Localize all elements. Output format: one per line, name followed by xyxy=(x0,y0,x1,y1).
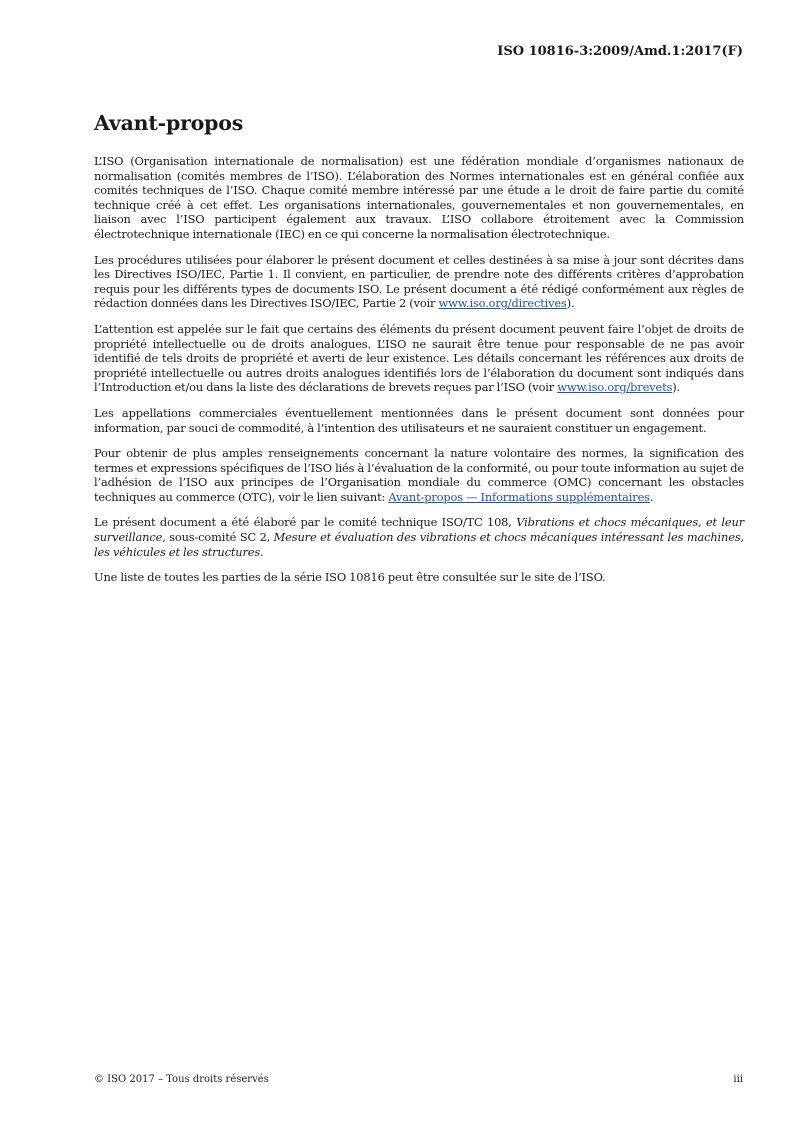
paragraph-procedures-text: Les procédures utilisées pour élaborer le présent document et celles destinées à sa mise à jour sont décrites dans les Directives ISO/IEC, Partie 1. Il convient, en particulier, de prendre note des différents critères d’approbation requis pour les différents types de documents ISO. Le présent document a été rédigé conformément aux règles de rédaction données dans les Directives ISO/IEC, Partie 2 (voir xyxy=(94,252,744,311)
paragraph-patents-text: L’attention est appelée sur le fait que certains des éléments du présent document peuvent faire l’objet de droits de propriété intellectuelle ou de droits analogues. L’ISO ne saurait être tenue pour responsable de ne pas avoir identifié de tels droits de propriété et averti de leur existence. Les détails concernant les références aux droits de propriété intellectuelle ou autres droits analogues identifiés lors de l’élaboration du document sont indiqués dans l’Introduction et/ou dans la liste des déclarations de brevets reçues par l’ISO (voir xyxy=(94,321,744,395)
paragraph-patents xyxy=(94,322,744,395)
paragraph-committee xyxy=(94,515,744,559)
subcommittee-title: Mesure et évaluation des vibrations et chocs mécaniques intéressant les machines, les véhicules et les structures xyxy=(94,530,744,559)
paragraph-series-list: Une liste de toutes les parties de la série ISO 10816 peut être consultée sur le site de l’ISO. xyxy=(94,570,606,585)
footer-copyright: © ISO 2017 – Tous droits réservés xyxy=(94,1074,269,1085)
document-identifier: ISO 10816-3:2009/Amd.1:2017(F) xyxy=(497,44,743,59)
directives-link[interactable]: www.iso.org/directives xyxy=(438,296,567,311)
paragraph-procedures xyxy=(94,253,744,311)
paragraph-voluntary-nature xyxy=(94,446,744,504)
supplementary-info-link[interactable]: Avant-propos — Informations supplémentaires xyxy=(388,489,650,504)
page-title: Avant-propos xyxy=(94,111,244,135)
committee-text-e: . xyxy=(260,544,264,559)
foreword-body xyxy=(94,154,744,596)
paragraph-voluntary-text: Pour obtenir de plus amples renseignements concernant la nature volontaire des normes, la signification des termes et expressions spécifiques de l’ISO liés à l’évaluation de la conformité, ou pour toute information au sujet de l’adhésion de l’ISO aux principes de l’Organisation mondiale du commerce (OMC) concernant les obstacles techniques au commerce (OTC), voir le lien suivant: xyxy=(94,446,744,504)
paragraph-voluntary-end: . xyxy=(649,489,654,504)
paragraph-patents-end: ). xyxy=(672,380,680,395)
brevets-link[interactable]: www.iso.org/brevets xyxy=(557,380,673,395)
footer-page-number: iii xyxy=(733,1074,743,1085)
paragraph-procedures-end: ). xyxy=(566,296,575,311)
committee-title: Vibrations et chocs mécaniques, et leur surveillance xyxy=(94,515,744,545)
paragraph-iso-organisation: L’ISO (Organisation internationale de normalisation) est une fédération mondiale d’organismes nationaux de normalisation (comités membres de l’ISO). L’élaboration des Normes internationales est en général confiée aux comités techniques de l’ISO. Chaque comité membre intéressé par une étude a le droit de faire partie du comité technique créé à cet effet. Les organisations internationales, gouvernementales et non gouvernementales, en liaison avec l’ISO participent également aux travaux. L’ISO collabore étroitement avec la Commission électrotechnique internationale (IEC) en ce qui concerne la normalisation électrotechnique. xyxy=(94,154,744,241)
paragraph-trade-names: Les appellations commerciales éventuellement mentionnées dans le présent document sont données pour information, par souci de commodité, à l’intention des utilisateurs et ne sauraient constituer un engagement. xyxy=(94,405,744,435)
committee-text-c: , sous-comité SC 2, xyxy=(162,530,274,545)
committee-text-a: Le présent document a été élaboré par le comité technique ISO/TC 108, xyxy=(94,515,517,530)
